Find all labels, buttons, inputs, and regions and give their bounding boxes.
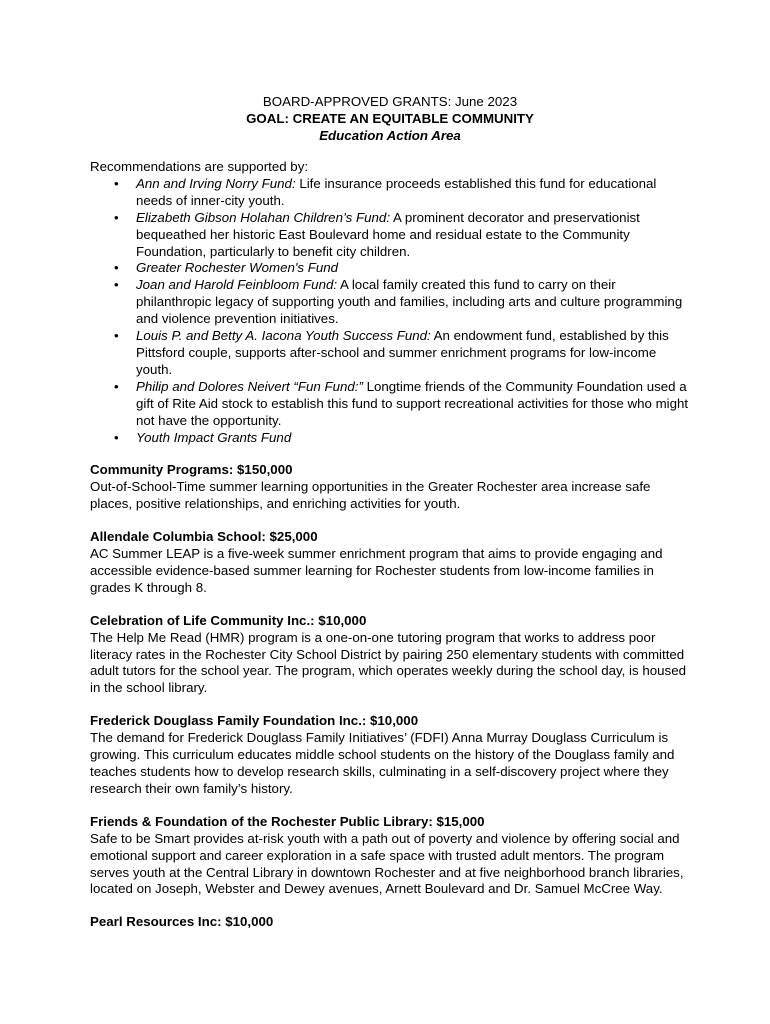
grant-section <box>90 914 690 931</box>
grant-title: Friends & Foundation of the Rochester Public Library: $15,000 <box>90 813 485 829</box>
grant-section <box>90 814 690 899</box>
fund-name: Elizabeth Gibson Holahan Children’s Fund: <box>136 209 391 225</box>
fund-name: Joan and Harold Feinbloom Fund: <box>136 277 338 293</box>
fund-item <box>90 379 690 430</box>
grant-title: Pearl Resources Inc: $10,000 <box>90 914 274 930</box>
grant-body: The demand for Frederick Douglass Family Initiatives’ (FDFI) Anna Murray Douglass Curriculum is growing. This curriculum educates middle school students on the history of the Douglass family and teaches students how to develop research skills, culminating in a self-discovery project where they research their own family’s history. <box>90 730 675 796</box>
fund-item <box>90 277 690 328</box>
grant-section <box>90 462 690 513</box>
grant-section <box>90 713 690 798</box>
fund-name: Philip and Dolores Neivert “Fun Fund:” <box>136 378 363 394</box>
document-page <box>90 93 690 931</box>
fund-list <box>90 176 690 447</box>
fund-name: Louis P. and Betty A. Iacona Youth Success Fund: <box>136 328 431 344</box>
grant-body: Out-of-School-Time summer learning opportunities in the Greater Rochester area increase safe places, positive relationships, and enriching activities for youth. <box>90 479 651 512</box>
fund-description: A local family created this fund to carry on their philanthropic legacy of supporting youth and families, including arts and culture programming and violence prevention initiatives. <box>136 277 683 327</box>
fund-description: An endowment fund, established by this Pittsford couple, supports after-school and summer enrichment programs for low-income youth. <box>136 328 669 377</box>
grant-title: Frederick Douglass Family Foundation Inc.: $10,000 <box>90 713 419 729</box>
grant-section <box>90 613 690 698</box>
header-action-area: Education Action Area <box>319 128 461 143</box>
fund-name: Ann and Irving Norry Fund: <box>136 175 296 191</box>
fund-item <box>90 260 690 277</box>
document-header <box>90 93 690 144</box>
recommendations-intro: Recommendations are supported by: <box>90 159 309 174</box>
grant-title: Community Programs: $150,000 <box>90 462 293 478</box>
fund-name: Youth Impact Grants Fund <box>136 429 292 445</box>
header-goal-line: GOAL: CREATE AN EQUITABLE COMMUNITY <box>246 111 534 126</box>
grant-section <box>90 529 690 597</box>
grant-title: Celebration of Life Community Inc.: $10,000 <box>90 612 367 628</box>
fund-description: Life insurance proceeds established this fund for educational needs of inner-city youth. <box>136 175 657 208</box>
grant-body: AC Summer LEAP is a five-week summer enrichment program that aims to provide engaging and accessible evidence-based summer learning for Rochester students from low-income families in grades K through 8. <box>90 546 663 595</box>
fund-item <box>90 210 690 261</box>
fund-item <box>90 430 690 447</box>
header-date-line: BOARD-APPROVED GRANTS: June 2023 <box>262 94 518 109</box>
grant-body: The Help Me Read (HMR) program is a one-on-one tutoring program that works to address poor literacy rates in the Rochester City School District by pairing 250 elementary students with committed adult tutors for the school year. The program, which operates weekly during the school day, is housed in the school library. <box>90 629 686 696</box>
fund-name: Greater Rochester Women's Fund <box>136 260 339 276</box>
grant-title: Allendale Columbia School: $25,000 <box>90 529 318 545</box>
fund-description: Longtime friends of the Community Foundation used a gift of Rite Aid stock to establish this fund to support recreational activities for those who might not have the opportunity. <box>136 378 689 428</box>
fund-item <box>90 328 690 379</box>
fund-item <box>90 176 690 210</box>
grant-body: Safe to be Smart provides at-risk youth with a path out of poverty and violence by offering social and emotional support and career exploration in a safe space with trusted adult mentors. The program serves youth at the Central Library in downtown Rochester and at five neighborhood branch libraries, located on Joseph, Webster and Dewey avenues, Arnett Boulevard and Dr. Samuel McCree Way. <box>90 830 684 897</box>
fund-description: A prominent decorator and preservationist bequeathed her historic East Boulevard home and residual estate to the Community Foundation, particularly to benefit city children. <box>136 209 640 259</box>
